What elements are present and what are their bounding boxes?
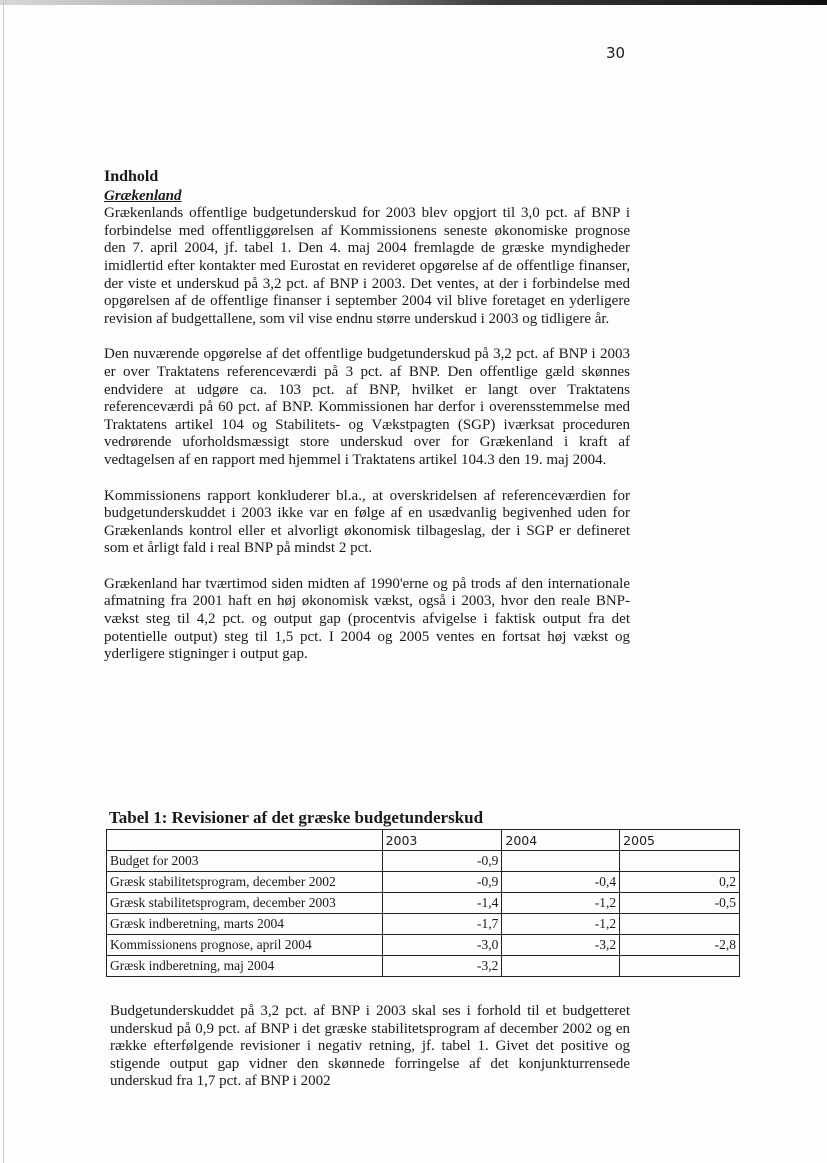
table-cell: -0,9: [382, 872, 502, 893]
row-label: Græsk indberetning, maj 2004: [107, 956, 383, 977]
table-cell: -2,8: [620, 935, 740, 956]
table-header-row: [107, 830, 740, 851]
table-cell: -3,2: [502, 935, 620, 956]
table-caption: Tabel 1: Revisioner af det græske budgetunderskud: [109, 808, 484, 827]
row-label: Kommissionens prognose, april 2004: [107, 935, 383, 956]
table-cell: -0,5: [620, 893, 740, 914]
table-cell: [620, 851, 740, 872]
table-row: [107, 935, 740, 956]
table-cell: [620, 956, 740, 977]
section-subheading: Grækenland: [104, 187, 182, 204]
table-row: [107, 956, 740, 977]
table-cell: -0,9: [382, 851, 502, 872]
row-label: Græsk stabilitetsprogram, december 2002: [107, 872, 383, 893]
paragraph: Den nuværende opgørelse af det offentlige budgetunderskud på 3,2 pct. af BNP i 2003 er over Traktatens referenceværdi på 3 pct. af BNP. Den offentlige gæld skønnes endvidere at udgøre ca. 103 pct. af BNP, hvilket er langt over Traktatens referenceværdi på 60 pct. af BNP. Kommissionen har derfor i overensstemmelse med Traktatens artikel 104 og Stabilitets- og Vækstpagten (SGP) iværksat proceduren vedrørende uforholdsmæssigt store underskud over for Grækenland i kraft af vedtagelsen af en rapport med hjemmel i Traktatens artikel 104.3 den 19. maj 2004.: [104, 346, 630, 468]
table-cell: -1,7: [382, 914, 502, 935]
table-cell: -0,4: [502, 872, 620, 893]
table-cell: -3,0: [382, 935, 502, 956]
page-number: 30: [606, 44, 626, 62]
document-body-continued: [110, 1003, 630, 1091]
table-header-cell: 2005: [620, 830, 740, 851]
table-cell: [502, 956, 620, 977]
document-body: [104, 168, 630, 664]
table-cell: -3,2: [382, 956, 502, 977]
paragraph: Budgetunderskuddet på 3,2 pct. af BNP i 2003 skal ses i forhold til et budgetteret underskud på 0,9 pct. af BNP i det græske stabilitetsprogram af december 2002 og en række efterfølgende revisioner i negativ retning, jf. tabel 1. Givet det positive og stigende output gap vidner den skønnede forringelse af det konjunkturrensede underskud fra 1,7 pct. af BNP i 2002: [110, 1003, 630, 1090]
paragraph: Grækenland har tværtimod siden midten af 1990'erne og på trods af den internationale afmatning fra 2001 haft en høj økonomisk vækst, også i 2003, hvor den reale BNP-vækst steg til 4,2 pct. og output gap (procentvis afvigelse i faktisk output fra det potentielle output) steg til 1,5 pct. I 2004 og 2005 ventes en fortsat høj vækst og yderligere stigninger i output gap.: [104, 575, 630, 663]
table-cell: 0,2: [620, 872, 740, 893]
table-cell: [502, 851, 620, 872]
scan-left-edge: [3, 0, 4, 1163]
table-header-cell: 2003: [382, 830, 502, 851]
table-cell: -1,2: [502, 914, 620, 935]
scan-top-edge: [0, 0, 827, 5]
table-header-cell: 2004: [502, 830, 620, 851]
row-label: Græsk indberetning, marts 2004: [107, 914, 383, 935]
table-row: [107, 914, 740, 935]
table-header-cell: [107, 830, 383, 851]
table-row: [107, 872, 740, 893]
paragraph: Kommissionens rapport konkluderer bl.a., at overskridelsen af referenceværdien for budgetunderskuddet i 2003 ikke var en følge af en usædvanlig begivenhed uden for Grækenlands kontrol eller et alvorligt økonomisk tilbageslag, der i SGP er defineret som et årligt fald i real BNP på mindst 2 pct.: [104, 487, 630, 557]
table-cell: -1,4: [382, 893, 502, 914]
table-row: [107, 893, 740, 914]
paragraph: Grækenlands offentlige budgetunderskud for 2003 blev opgjort til 3,0 pct. af BNP i forbindelse med offentliggørelsen af Kommissionens seneste økonomiske prognose den 7. april 2004, jf. tabel 1. Den 4. maj 2004 fremlagde de græske myndigheder imidlertid efter kontakter med Eurostat en revideret opgørelse af de offentlige finanser, der viste et underskud på 3,2 pct. af BNP i 2003. Det ventes, at der i forbindelse med opgørelsen af de offentlige finanser i september 2004 vil blive foretaget en yderligere revision af budgettallene, som vil vise endnu større underskud i 2003 og tidligere år.: [104, 205, 630, 327]
table-row: [107, 851, 740, 872]
budget-revisions-table: [106, 829, 740, 977]
section-heading: Indhold: [104, 168, 159, 185]
table-cell: [620, 914, 740, 935]
row-label: Græsk stabilitetsprogram, december 2003: [107, 893, 383, 914]
table-cell: -1,2: [502, 893, 620, 914]
row-label: Budget for 2003: [107, 851, 383, 872]
